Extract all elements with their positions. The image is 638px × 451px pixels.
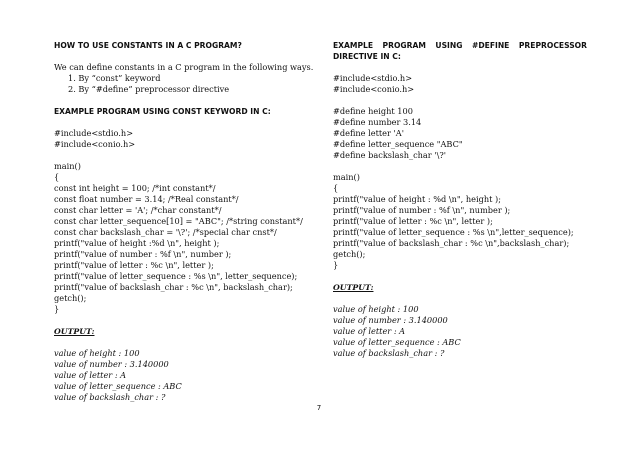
code-line: { xyxy=(54,172,60,182)
output-line: value of height : 100 xyxy=(54,348,140,358)
code-line: main() xyxy=(54,161,81,171)
code-line: } xyxy=(54,304,60,314)
heading-const-example: EXAMPLE PROGRAM USING CONST KEYWORD IN C: xyxy=(54,107,271,116)
list-item-define: 2. By “#define” preprocessor directive xyxy=(68,84,230,94)
define-line: #define backslash_char '\?' xyxy=(333,150,446,160)
code-include-line: #include<conio.h> xyxy=(54,139,136,149)
output-line: value of backslash_char : ? xyxy=(333,348,445,358)
page-number: 7 xyxy=(316,404,322,412)
code-line: printf("value of letter_sequence : %s \n", letter_sequence); xyxy=(54,271,298,281)
output-line: value of letter_sequence : ABC xyxy=(54,381,182,391)
code-include-line: #include<stdio.h> xyxy=(333,73,413,83)
output-line: value of letter : A xyxy=(333,326,406,336)
output-line: value of letter_sequence : ABC xyxy=(333,337,461,347)
intro-text: We can define constants in a C program in the following ways. xyxy=(54,62,314,72)
define-line: #define letter_sequence "ABC" xyxy=(333,139,463,149)
define-line: #define letter 'A' xyxy=(333,128,404,138)
code-line: printf("value of height : %d \n", height ); xyxy=(333,194,501,204)
code-include-line: #include<conio.h> xyxy=(333,84,415,94)
code-line: const char backslash_char = '\?'; /*special char cnst*/ xyxy=(54,227,277,237)
output-label: OUTPUT: xyxy=(333,283,374,292)
code-line: getch(); xyxy=(54,293,87,303)
define-line: #define number 3.14 xyxy=(333,117,422,127)
code-line: printf("value of backslash_char : %c \n",backslash_char); xyxy=(333,238,570,248)
heading-define-example: EXAMPLE PROGRAM USING #DEFINE PREPROCESSOR xyxy=(333,41,587,50)
code-line: printf("value of number : %f \n", number ); xyxy=(333,205,511,215)
output-line: value of backslash_char : ? xyxy=(54,392,166,402)
code-line: main() xyxy=(333,172,360,182)
output-line: value of number : 3.140000 xyxy=(333,315,448,325)
code-line: const char letter = 'A'; /*char constant*/ xyxy=(54,205,222,215)
output-line: value of number : 3.140000 xyxy=(54,359,169,369)
code-line: printf("value of letter_sequence : %s \n",letter_sequence); xyxy=(333,227,574,237)
code-line: const char letter_sequence[10] = "ABC"; /*string constant*/ xyxy=(54,216,303,226)
list-item-const: 1. By “const” keyword xyxy=(68,73,161,83)
code-line: const int height = 100; /*int constant*/ xyxy=(54,183,216,193)
code-line: printf("value of letter : %c \n", letter ); xyxy=(333,216,493,226)
heading-define-example-cont: DIRECTIVE IN C: xyxy=(333,52,401,61)
code-line: printf("value of letter : %c \n", letter ); xyxy=(54,260,214,270)
code-line: getch(); xyxy=(333,249,366,259)
heading-how-to-use-constants: HOW TO USE CONSTANTS IN A C PROGRAM? xyxy=(54,41,242,50)
code-line: } xyxy=(333,260,339,270)
define-line: #define height 100 xyxy=(333,106,413,116)
code-include-line: #include<stdio.h> xyxy=(54,128,134,138)
output-line: value of height : 100 xyxy=(333,304,419,314)
output-label: OUTPUT: xyxy=(54,327,95,336)
code-line: const float number = 3.14; /*Real constant*/ xyxy=(54,194,239,204)
output-line: value of letter : A xyxy=(54,370,127,380)
code-line: printf("value of number : %f \n", number ); xyxy=(54,249,232,259)
code-line: { xyxy=(333,183,339,193)
code-line: printf("value of height :%d \n", height ); xyxy=(54,238,220,248)
code-line: printf("value of backslash_char : %c \n", backslash_char); xyxy=(54,282,293,292)
